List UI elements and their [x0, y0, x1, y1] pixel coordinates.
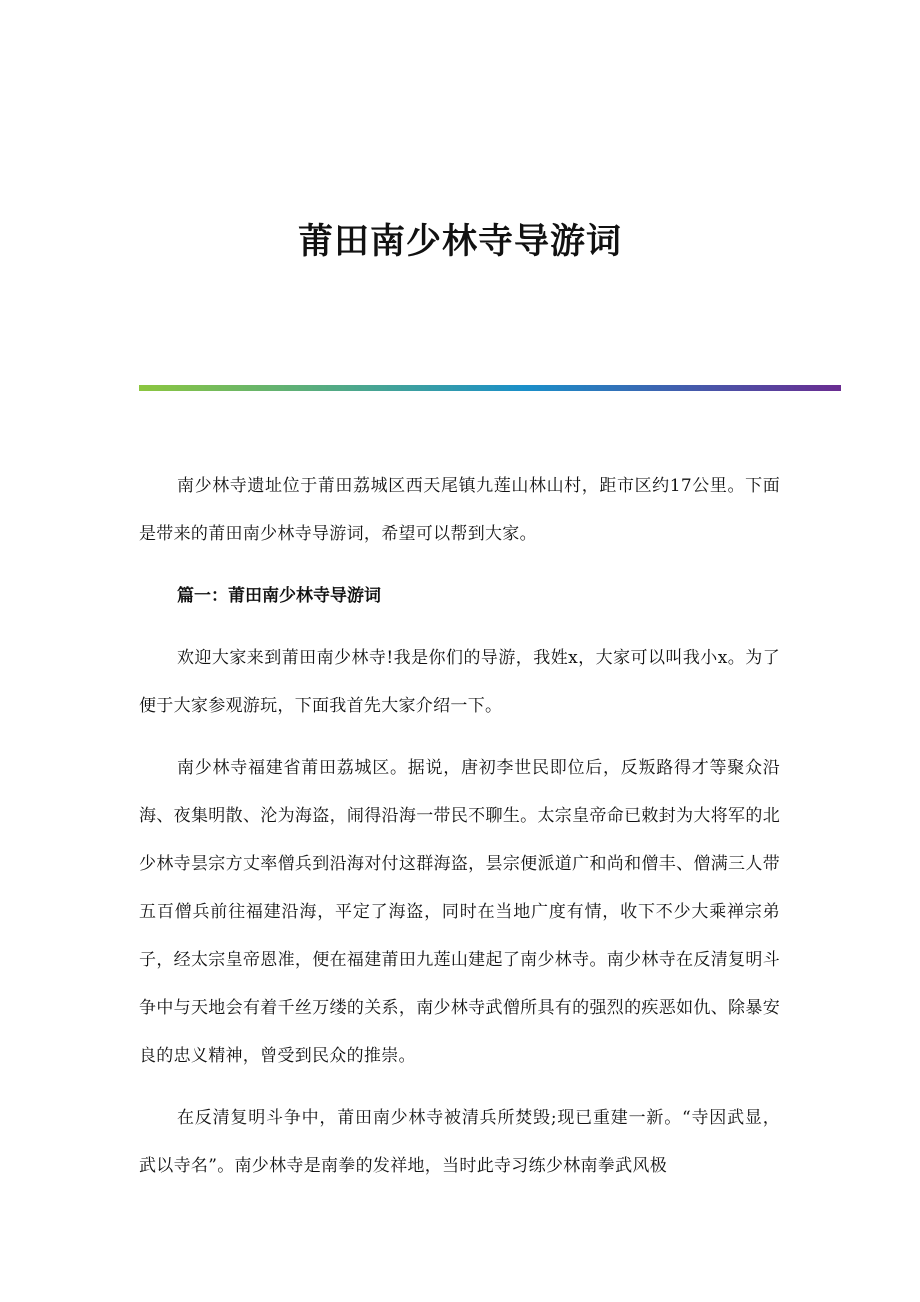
body-paragraph-3: 在反清复明斗争中，莆田南少林寺被清兵所焚毁;现已重建一新。“寺因武显，武以寺名”。南少林寺是南拳的发祥地，当时此寺习练少林南拳武风极 — [139, 1108, 780, 1176]
intro-paragraph: 南少林寺遗址位于莆田荔城区西天尾镇九莲山林山村，距市区约17公里。下面是带来的莆田南少林寺导游词，希望可以帮到大家。 — [139, 476, 780, 544]
body-paragraph-1: 欢迎大家来到莆田南少林寺!我是你们的导游，我姓x，大家可以叫我小x。为了便于大家参观游玩，下面我首先大家介绍一下。 — [139, 648, 780, 716]
document-body — [139, 462, 780, 1204]
document-title: 莆田南少林寺导游词 — [297, 221, 622, 262]
title-divider — [139, 385, 841, 391]
body-paragraph-2: 南少林寺福建省莆田荔城区。据说，唐初李世民即位后，反叛路得才等聚众沿海、夜集明散、沦为海盗，闹得沿海一带民不聊生。太宗皇帝命已敕封为大将军的北少林寺昙宗方丈率僧兵到沿海对付这群海盗，昙宗便派道广和尚和僧丰、僧满三人带五百僧兵前往福建沿海，平定了海盗，同时在当地广度有情，收下不少大乘禅宗弟子，经太宗皇帝恩准，便在福建莆田九莲山建起了南少林寺。南少林寺在反清复明斗争中与天地会有着千丝万缕的关系，南少林寺武僧所具有的强烈的疾恶如仇、除暴安良的忠义精神，曾受到民众的推崇。 — [139, 758, 780, 1066]
section-heading: 篇一：莆田南少林寺导游词 — [177, 586, 381, 606]
